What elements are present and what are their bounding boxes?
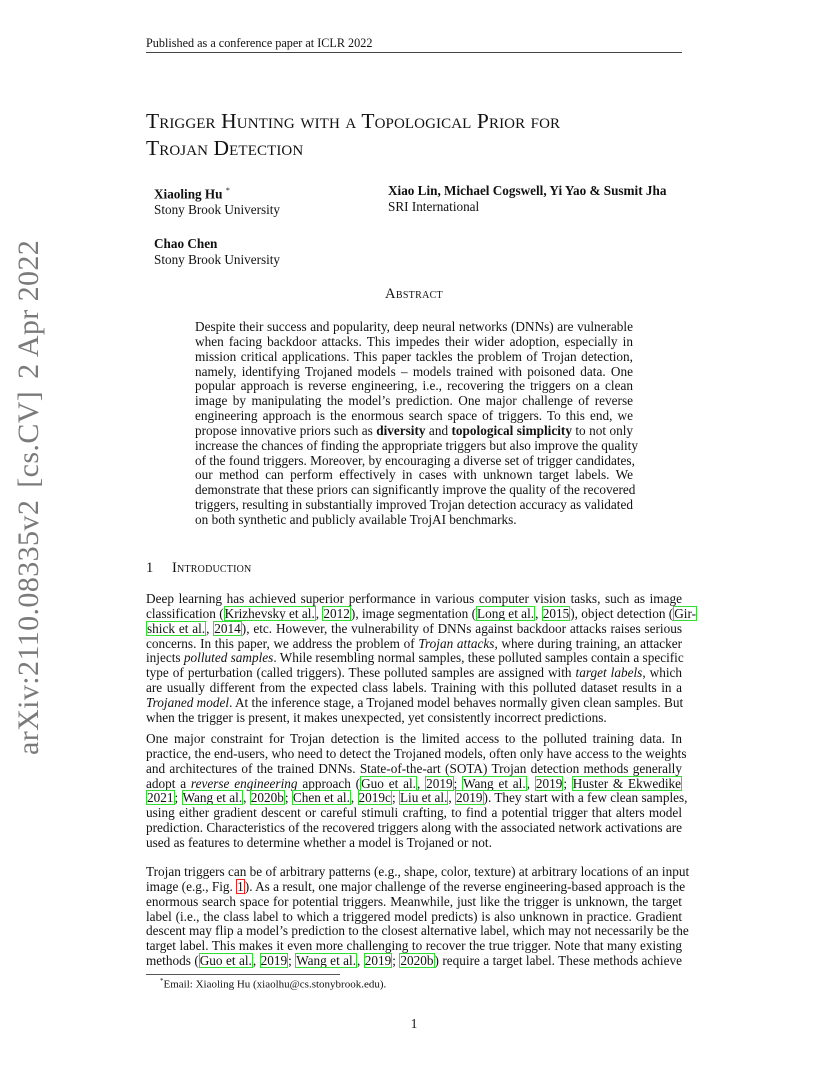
text: ; (284, 790, 292, 806)
title-line: Trigger Hunting with a Topological Prior for (146, 109, 561, 133)
abstract-line: of the found triggers. Moreover, by encouraging a diverse set of trigger candidates, (195, 452, 635, 468)
abstract-line: our method can perform effectively in cases with unknown target labels. We (195, 467, 633, 483)
paragraph (146, 591, 697, 726)
text: . While resembling normal samples, these polluted samples contain a specific (273, 650, 684, 666)
text: ; (174, 790, 182, 806)
text-line: prediction. Characteristics of the recovered triggers along with the associated network activations are (146, 820, 683, 836)
citation-link[interactable]: 2020b (250, 790, 284, 806)
text-line (146, 790, 688, 806)
text-line: target label. This makes it even more challenging to recover the true trigger. Note that many existing (146, 938, 682, 954)
emphasis: reverse engineering (190, 775, 298, 791)
abstract-line: engineering approach is the enormous search space of triggers. To this end, we (195, 408, 633, 424)
abstract-line: demonstrate that these priors can significantly improve the quality of the recovered (195, 482, 636, 498)
text: . At the inference stage, a Trojaned model behaves normally given clean samples. But (229, 694, 684, 710)
text-line: One major constraint for Trojan detection is the limited access to the polluted training data. In (146, 731, 682, 746)
citation-link[interactable]: Liu et al. (399, 790, 448, 806)
abstract-line: image by manipulating the model’s prediction. One major challenge of reverse (195, 393, 633, 409)
abstract-line: popular approach is reverse engineering, i.e., recovering the triggers on a clean (195, 378, 633, 394)
header-rule (146, 52, 682, 53)
abstract-line: increase the chances of finding the appropriate triggers but also improve the quality (195, 437, 638, 453)
citation-link[interactable]: Long et al. (477, 605, 535, 621)
text: , (206, 620, 214, 636)
citation-link[interactable]: 2019 (535, 775, 563, 791)
abstract-line: when facing backdoor attacks. This impedes their wider adoption, especially in (195, 333, 633, 349)
citation-link[interactable]: Guo et al. (199, 953, 252, 969)
text-line: enormous search space for potential triggers. Meanwhile, just like the trigger is unknown, the target (146, 893, 682, 909)
citation-link[interactable]: 2015 (542, 605, 570, 621)
citation-link[interactable]: Krizhevsky et al. (224, 605, 315, 621)
text: , (448, 790, 456, 806)
arxiv-date: 2 Apr 2022 (12, 239, 45, 379)
author-name: Xiaoling Hu (154, 186, 223, 202)
text: propose innovative priors such as (195, 422, 377, 438)
citation-link[interactable]: 2019 (456, 790, 483, 806)
author-block (154, 236, 280, 268)
text-line (146, 954, 682, 969)
arxiv-id: arXiv:2110.08335v2 (12, 499, 45, 755)
text-line (146, 666, 682, 681)
text: ; (392, 953, 400, 969)
text: , (252, 953, 260, 969)
citation-link[interactable]: Wang et al. (463, 775, 526, 791)
text-line (146, 651, 682, 666)
author-block (388, 183, 666, 215)
text: ), etc. However, the vulnerability of DNNs against backdoor attacks raises serious (241, 620, 683, 636)
title-line: Trojan Detection (146, 136, 304, 160)
author-name: Chao Chen (154, 236, 218, 251)
text: ; (288, 953, 296, 969)
paragraph (146, 864, 690, 969)
citation-link[interactable]: 2021 (147, 790, 174, 806)
citation-link[interactable]: 2014 (214, 620, 241, 636)
text: injects (146, 650, 184, 666)
footnote-rule (146, 974, 340, 975)
citation-link[interactable]: 2019 (260, 953, 288, 969)
author-affiliation: Stony Brook University (154, 252, 281, 267)
paragraph (146, 731, 688, 851)
abstract-line: on both synthetic and publicly available TrojAI benchmarks. (195, 511, 517, 527)
text: image (e.g., Fig. (146, 878, 237, 894)
text: ; (563, 775, 572, 791)
text-line (146, 637, 682, 652)
text: classification ( (146, 605, 224, 621)
text: ). They start with a few clean samples, (483, 790, 688, 806)
abstract-line: Despite their success and popularity, deep neural networks (DNNs) are vulnerable (195, 319, 633, 334)
citation-link[interactable]: 2019c (358, 790, 391, 806)
abstract-line: mission critical applications. This paper tackles the problem of Trojan detection, (195, 348, 633, 364)
text-line (146, 878, 686, 895)
text: ). As a result, one major challenge of the reverse engineering-based approach is the (244, 878, 686, 894)
text-line (146, 605, 697, 622)
page-number: 1 (410, 1016, 418, 1031)
citation-link[interactable]: shick et al. (147, 620, 206, 636)
text: ), object detection ( (570, 605, 674, 621)
section-title: Introduction (172, 560, 252, 576)
footnote-mark: * (160, 977, 164, 985)
emphasis: Trojan attacks (418, 635, 495, 651)
text-line: Trojan triggers can be of arbitrary patterns (e.g., shape, color, texture) at arbitrary locations of an input (146, 864, 690, 879)
citation-link[interactable]: 2020b (400, 953, 434, 969)
section-number: 1 (146, 560, 154, 576)
author-mark: * (225, 186, 230, 195)
running-header: Published as a conference paper at ICLR 2022 (146, 36, 373, 50)
text: concerns. In this paper, we address the problem of (146, 635, 419, 651)
text: ), image segmentation ( (350, 605, 477, 621)
citation-link[interactable]: Guo et al. (361, 775, 416, 791)
section-heading (146, 560, 251, 577)
citation-link[interactable]: Chen et al. (292, 790, 350, 806)
arxiv-stamp (12, 228, 46, 755)
author-name: Xiao Lin, Michael Cogswell, Yi Yao & Susmit Jha (388, 183, 667, 198)
text: methods ( (146, 953, 199, 969)
text: , which (642, 665, 683, 681)
text-line: when the trigger is present, it makes unexpected, yet consistently incorrect predictions. (146, 709, 607, 725)
footnote (160, 977, 386, 991)
emphasis: Trojaned model (146, 694, 230, 710)
text: , (416, 775, 426, 791)
text: , (357, 953, 364, 969)
citation-link[interactable]: Wang et al. (296, 953, 357, 969)
text-line: practice, the end-users, who need to detect the Trojaned models, often only have access to the weights (146, 745, 687, 761)
text: approach ( (297, 775, 361, 791)
text: ; (391, 790, 399, 806)
text: , (315, 605, 323, 621)
text-line (146, 777, 682, 792)
text-line: descent may flip a model’s prediction to the closest alternative label, which may not necessarily be the (146, 923, 689, 939)
figure-reference-link[interactable]: 1 (237, 878, 244, 894)
author-block (154, 183, 280, 218)
text: type of perturbation (called triggers). These polluted samples are assigned with (146, 665, 576, 681)
emphasis: topological simplicity (451, 422, 572, 438)
citation-link[interactable]: 2012 (323, 605, 350, 621)
text: , (535, 605, 542, 621)
author-affiliation: Stony Brook University (154, 202, 281, 218)
text: , where during training, an attacker (494, 635, 683, 651)
author-affiliation: SRI International (388, 199, 480, 214)
citation-link[interactable]: 2019 (426, 775, 453, 791)
abstract-line: triggers, resulting in substantially improved Trojan detection accuracy as validated (195, 497, 633, 513)
text-line: label (i.e., the class label to which a triggered model predicts) is also unknown in practice. Gradient (146, 908, 682, 924)
emphasis: target labels (575, 665, 643, 681)
text-line: used as features to determine whether a model is Trojaned or not. (146, 834, 492, 850)
text-line: and architectures of the trained DNNs. State-of-the-art (SOTA) Trojan detection methods generally (146, 760, 682, 776)
text-line (146, 696, 682, 711)
abstract-line: namely, identifying Trojaned models – models trained with poisoned data. One (195, 363, 633, 379)
text: and (425, 422, 452, 438)
abstract-body (195, 319, 638, 528)
text: , (526, 775, 535, 791)
text: to not only (571, 422, 633, 438)
emphasis: diversity (376, 422, 426, 438)
citation-link[interactable]: Gir- (674, 605, 697, 621)
emphasis: polluted samples (183, 650, 274, 666)
footnote-text: Email: Xiaoling Hu (xiaolhu@cs.stonybrook.edu). (163, 978, 387, 991)
text: adopt a (146, 775, 191, 791)
text-line: are usually different from the expected class labels. Training with this polluted dataset results in a (146, 680, 682, 696)
text: , (350, 790, 358, 806)
citation-link[interactable]: 2019 (364, 953, 392, 969)
text: ) require a target label. These methods achieve (434, 953, 683, 969)
abstract-line (195, 424, 633, 439)
text-line (146, 622, 682, 637)
arxiv-category: [cs.CV] (12, 390, 45, 488)
text: ; (453, 775, 463, 791)
citation-link[interactable]: Wang et al. (182, 790, 243, 806)
abstract-heading: Abstract (385, 286, 443, 302)
text-line: using either gradient descent or careful stimuli crafting, to find a potential trigger that alters model (146, 805, 682, 821)
text: , (243, 790, 250, 806)
text-line: Deep learning has achieved superior performance in various computer vision tasks, such as image (146, 591, 682, 606)
paper-title (146, 108, 560, 162)
citation-link[interactable]: Huster & Ekwedike (572, 775, 682, 791)
